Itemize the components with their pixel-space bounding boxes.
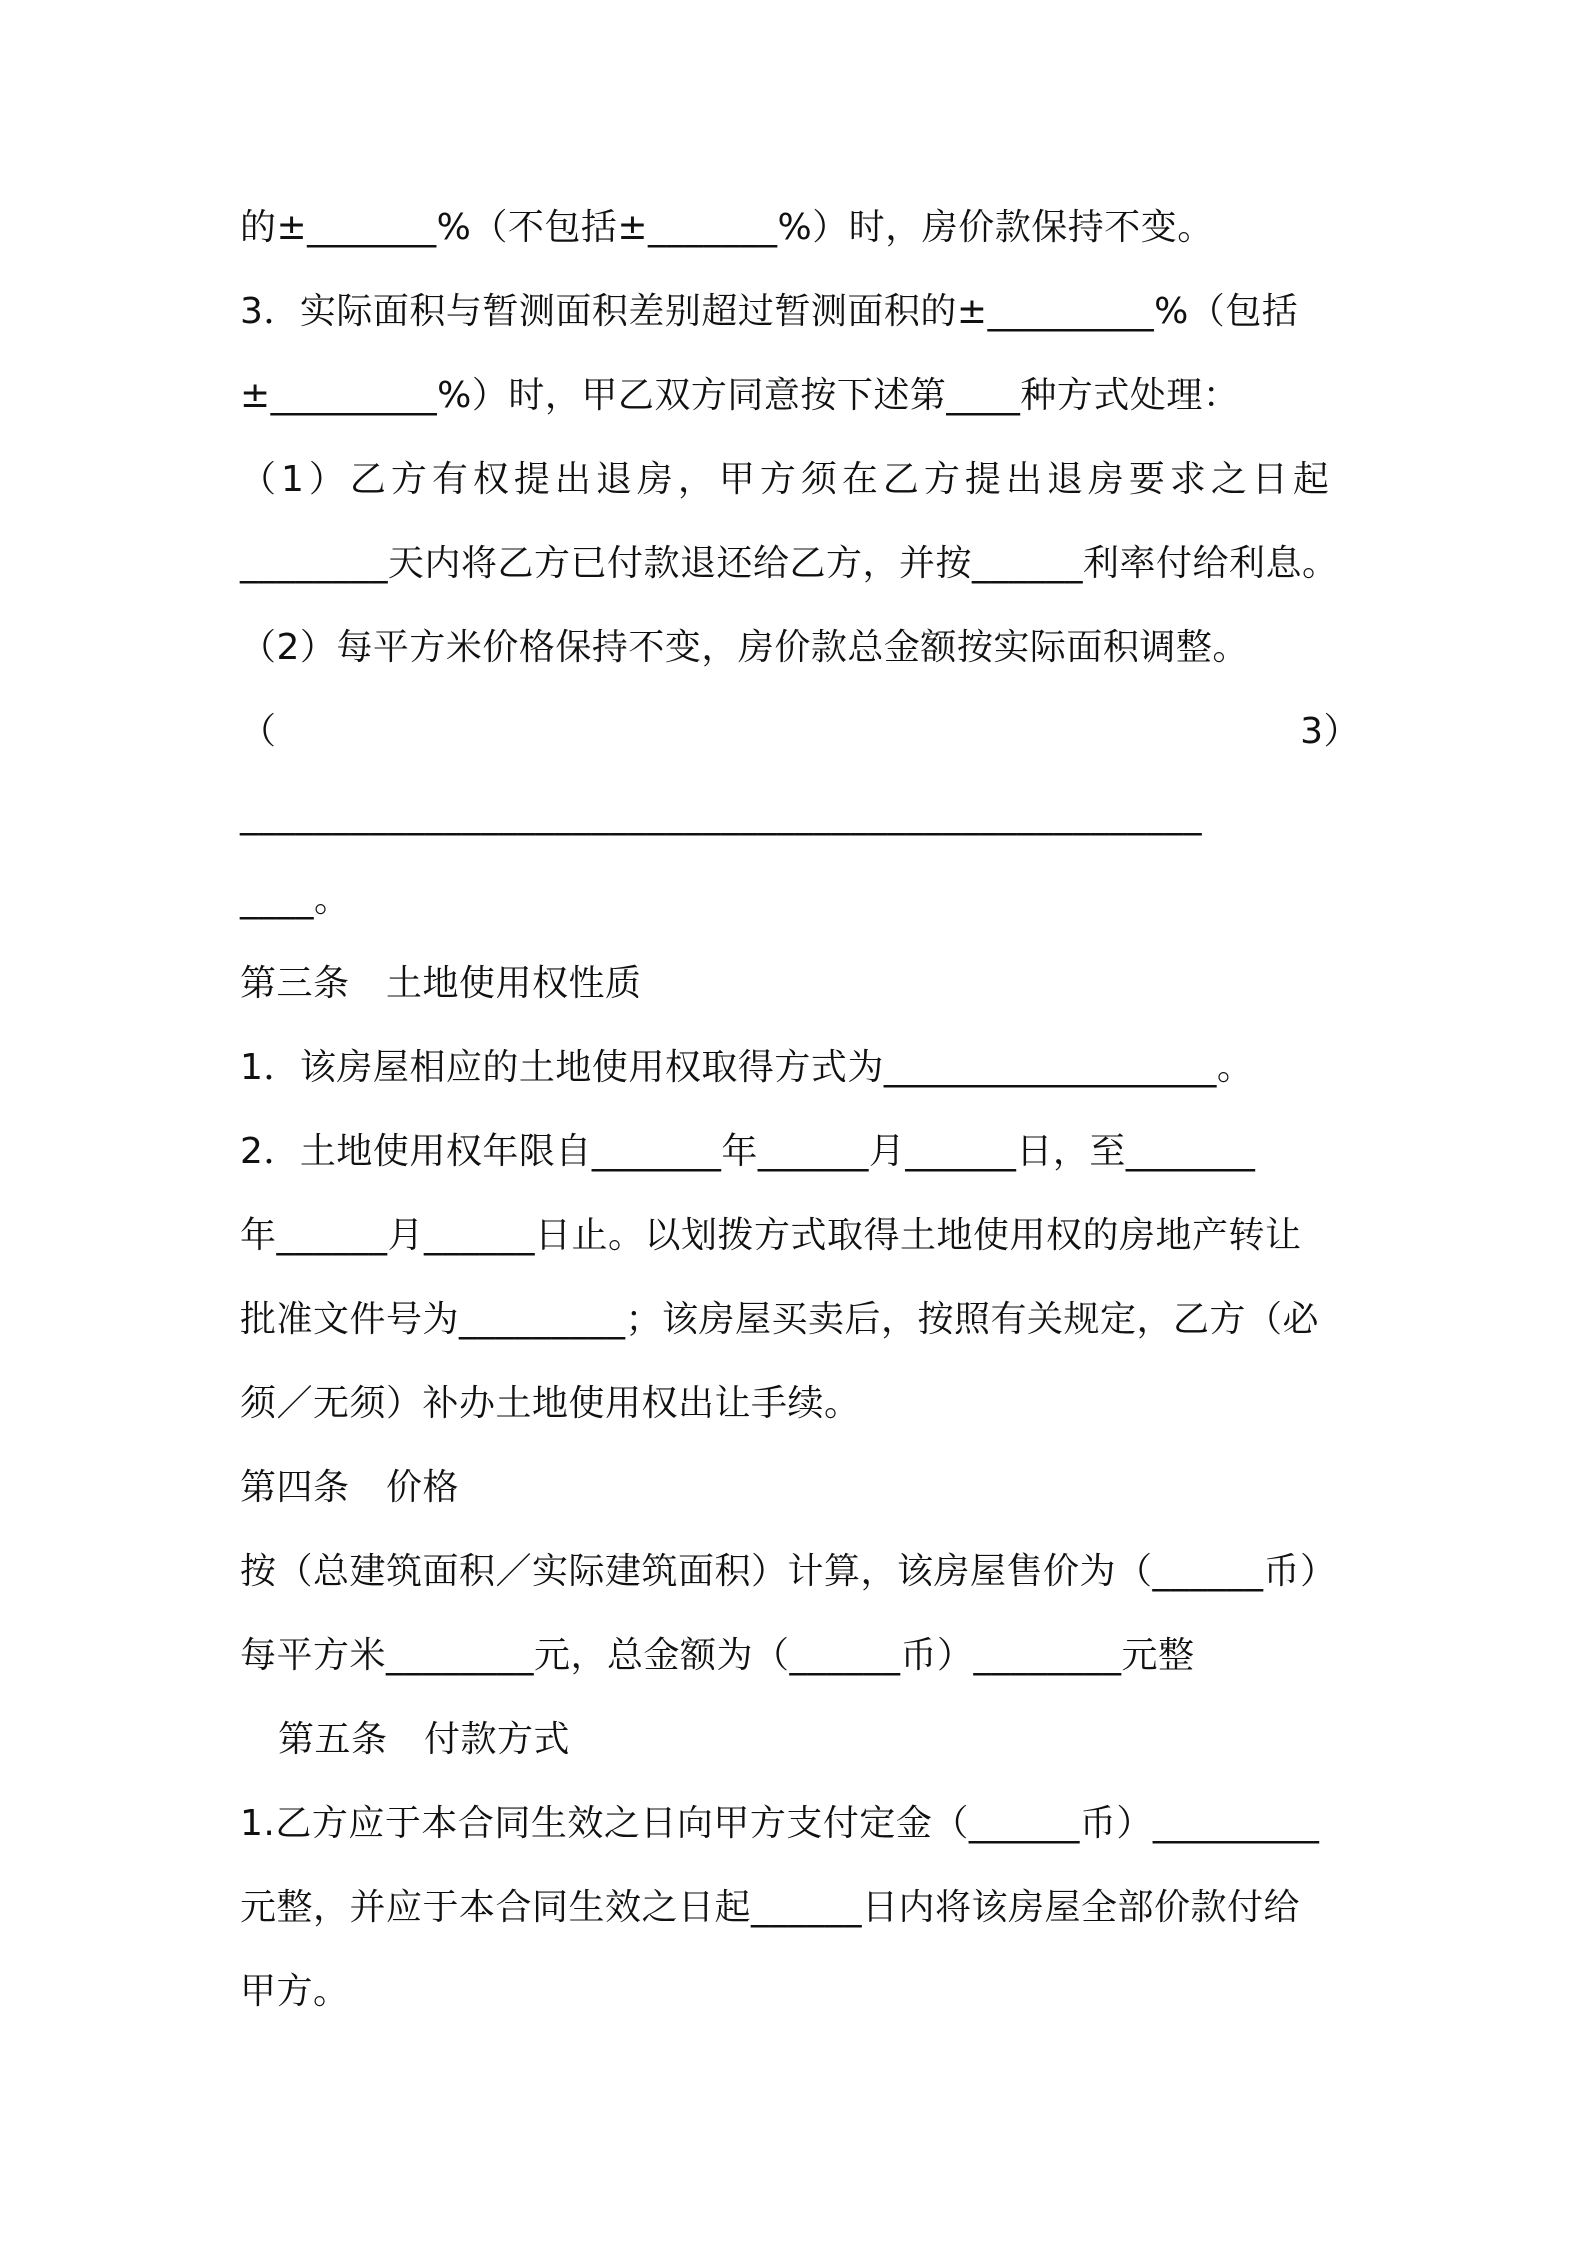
text-line-2: [240, 287, 1360, 337]
text-line-7-content: ____________________________________________________: [240, 795, 1202, 836]
text-line-21: [240, 1967, 350, 2017]
text-line-6-content: （2）每平方米价格保持不变，房价款总金额按实际面积调整。: [240, 627, 1249, 668]
text-line-8: [240, 875, 351, 925]
text-line-13: [240, 1295, 1360, 1345]
text-line-10: [240, 1043, 1360, 1093]
text-line-7: [240, 791, 1360, 841]
text-line-5-content: ________天内将乙方已付款退还给乙方，并按______利率付给利息。: [240, 543, 1339, 584]
split-line-left: （: [240, 711, 277, 752]
text-line-6: [240, 623, 1360, 673]
split-line: [240, 707, 1360, 757]
article-4-heading-text: 第四条 价格: [240, 1467, 460, 1508]
text-line-5: [240, 539, 1360, 589]
text-line-13-content: 批准文件号为_________；该房屋买卖后，按照有关规定，乙方（必: [240, 1299, 1320, 1340]
text-line-20: [240, 1883, 1360, 1933]
text-line-2-content: 3．实际面积与暂测面积差别超过暂测面积的±_________%（包括: [240, 291, 1299, 332]
text-line-12-content: 年______月______日止。以划拨方式取得土地使用权的房地产转让: [240, 1215, 1302, 1256]
text-line-14-content: 须／无须）补办土地使用权出让手续。: [240, 1383, 861, 1424]
article-3-heading-text: 第三条 土地使用权性质: [240, 963, 642, 1004]
article-4-heading: [240, 1463, 459, 1513]
text-line-17: [240, 1631, 1195, 1681]
text-line-21-content: 甲方。: [240, 1971, 350, 2012]
text-line-4-content: （1）乙方有权提出退房，甲方须在乙方提出退房要求之日起: [240, 459, 1334, 500]
text-line-12: [240, 1211, 1360, 1261]
text-line-1: [240, 203, 1360, 253]
text-line-10-content: 1．该房屋相应的土地使用权取得方式为__________________。: [240, 1047, 1254, 1088]
text-line-17-content: 每平方米________元，总金额为（______币）________元整: [240, 1635, 1195, 1676]
text-line-11-content: 2．土地使用权年限自_______年______月______日，至_______: [240, 1131, 1256, 1172]
text-line-3: [240, 371, 1360, 421]
text-line-1-content: 的±_______%（不包括±_______%）时，房价款保持不变。: [240, 207, 1214, 248]
text-line-3-content: ±_________%）时，甲乙双方同意按下述第____种方式处理：: [240, 375, 1240, 416]
article-3-heading: [240, 959, 642, 1009]
text-line-16-content: 按（总建筑面积／实际建筑面积）计算，该房屋售价为（______币）: [240, 1551, 1337, 1592]
text-line-16: [240, 1547, 1360, 1597]
article-5-heading-text: 第五条 付款方式: [278, 1719, 571, 1760]
article-5-heading: [278, 1715, 570, 1765]
text-line-14: [240, 1379, 861, 1429]
text-line-20-content: 元整，并应于本合同生效之日起______日内将该房屋全部价款付给: [240, 1887, 1301, 1928]
text-line-19-content: 1.乙方应于本合同生效之日向甲方支付定金（______币）_________: [240, 1803, 1320, 1844]
split-line-right: 3）: [1300, 711, 1360, 752]
text-line-19: [240, 1799, 1360, 1849]
text-line-8-content: ____。: [240, 879, 351, 920]
text-line-11: [240, 1127, 1360, 1177]
text-line-4: [240, 455, 1360, 505]
